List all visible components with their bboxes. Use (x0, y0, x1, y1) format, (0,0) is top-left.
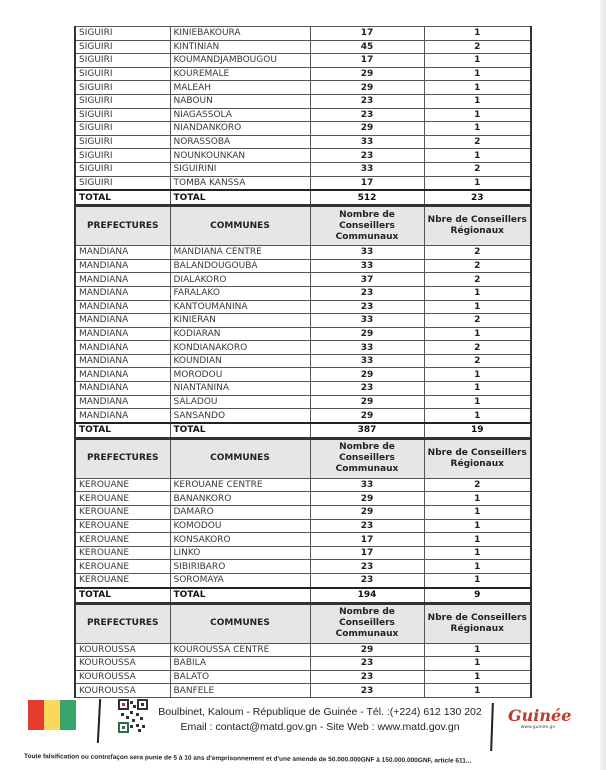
total-conseillers-communaux: 194 (310, 588, 424, 604)
cell-conseillers-regionaux: 2 (424, 354, 531, 368)
cell-conseillers-communaux: 29 (310, 506, 424, 520)
cell-conseillers-communaux: 29 (310, 409, 424, 423)
table-row (75, 533, 531, 547)
cell-conseillers-regionaux: 1 (424, 108, 531, 122)
cell-conseillers-communaux: 29 (310, 395, 424, 409)
cell-commune: SIGUIRINI (170, 162, 310, 176)
header-prefectures: PREFECTURES (75, 603, 170, 643)
cell-prefecture: KEROUANE (75, 492, 170, 506)
cell-prefecture: MANDIANA (75, 341, 170, 355)
guinee-logo (508, 706, 572, 730)
cell-conseillers-regionaux: 2 (424, 162, 531, 176)
cell-conseillers-regionaux: 1 (424, 395, 531, 409)
table-row (75, 108, 531, 122)
table-row (75, 54, 531, 68)
cell-commune: KOUNDIAN (170, 354, 310, 368)
cell-conseillers-regionaux: 1 (424, 574, 531, 588)
cell-conseillers-communaux: 23 (310, 300, 424, 314)
cell-prefecture: SIGUIRI (75, 162, 170, 176)
flag-stripe-yellow (44, 700, 60, 730)
cell-prefecture: SIGUIRI (75, 81, 170, 95)
cell-commune: NIAGASSOLA (170, 108, 310, 122)
cell-commune: SANSANDO (170, 409, 310, 423)
table-row (75, 341, 531, 355)
cell-conseillers-communaux: 33 (310, 259, 424, 273)
table-row (75, 300, 531, 314)
table-row (75, 395, 531, 409)
cell-commune: MORODOU (170, 368, 310, 382)
councillors-table-container (74, 26, 530, 698)
cell-conseillers-regionaux: 1 (424, 286, 531, 300)
table-row (75, 546, 531, 560)
address-line: Boulbinet, Kaloum - République de Guinée - Tél. :(+224) 612 130 202 (158, 706, 482, 718)
cell-commune: FARALAKO (170, 286, 310, 300)
cell-commune: KOMODOU (170, 519, 310, 533)
footer-divider (490, 703, 494, 751)
cell-prefecture: MANDIANA (75, 382, 170, 396)
cell-conseillers-communaux: 29 (310, 81, 424, 95)
cell-conseillers-regionaux: 1 (424, 382, 531, 396)
cell-conseillers-communaux: 23 (310, 149, 424, 163)
cell-prefecture: MANDIANA (75, 246, 170, 260)
table-row (75, 176, 531, 190)
cell-conseillers-communaux: 33 (310, 314, 424, 328)
table-row (75, 492, 531, 506)
contact-line: Email : contact@matd.gov.gn - Site Web : www.matd.gov.gn (180, 721, 460, 733)
cell-conseillers-regionaux: 1 (424, 519, 531, 533)
table-row (75, 643, 531, 657)
cell-conseillers-communaux: 17 (310, 27, 424, 41)
header-conseillers-communaux: Nombre de Conseillers Communaux (310, 438, 424, 478)
cell-conseillers-regionaux: 1 (424, 81, 531, 95)
cell-commune: KONDIANAKORO (170, 341, 310, 355)
cell-prefecture: KEROUANE (75, 560, 170, 574)
cell-conseillers-regionaux: 1 (424, 409, 531, 423)
total-label: TOTAL (170, 190, 310, 206)
cell-prefecture: KOUROUSSA (75, 684, 170, 698)
cell-conseillers-regionaux: 1 (424, 300, 531, 314)
cell-conseillers-communaux: 23 (310, 108, 424, 122)
total-label: TOTAL (75, 423, 170, 439)
cell-conseillers-communaux: 29 (310, 643, 424, 657)
cell-prefecture: KOUROUSSA (75, 643, 170, 657)
cell-commune: BANANKORO (170, 492, 310, 506)
total-conseillers-regionaux: 19 (424, 423, 531, 439)
cell-commune: KODIARAN (170, 327, 310, 341)
header-prefectures: PREFECTURES (75, 206, 170, 246)
cell-conseillers-communaux: 23 (310, 519, 424, 533)
cell-conseillers-communaux: 33 (310, 341, 424, 355)
cell-prefecture: KEROUANE (75, 519, 170, 533)
total-conseillers-communaux: 512 (310, 190, 424, 206)
cell-conseillers-communaux: 23 (310, 382, 424, 396)
cell-prefecture: SIGUIRI (75, 108, 170, 122)
cell-commune: SALADOU (170, 395, 310, 409)
cell-prefecture: MANDIANA (75, 300, 170, 314)
table-row (75, 149, 531, 163)
logo-url: www.guinee.gn (520, 725, 556, 730)
cell-conseillers-regionaux: 1 (424, 27, 531, 41)
cell-conseillers-regionaux: 1 (424, 657, 531, 671)
cell-commune: BABILA (170, 657, 310, 671)
total-label: TOTAL (170, 588, 310, 604)
cell-commune: KONSAKORO (170, 533, 310, 547)
cell-conseillers-regionaux: 1 (424, 546, 531, 560)
cell-commune: BALATO (170, 670, 310, 684)
cell-commune: KINIEBAKOURA (170, 27, 310, 41)
total-conseillers-communaux: 387 (310, 423, 424, 439)
cell-commune: NORASSOBA (170, 135, 310, 149)
cell-prefecture: SIGUIRI (75, 54, 170, 68)
cell-commune: NIANTANINA (170, 382, 310, 396)
cell-prefecture: KEROUANE (75, 533, 170, 547)
cell-commune: NABOUN (170, 94, 310, 108)
table-row (75, 259, 531, 273)
cell-conseillers-regionaux: 2 (424, 314, 531, 328)
cell-commune: DIALAKORO (170, 273, 310, 287)
table-row (75, 67, 531, 81)
cell-commune: BALANDOUGOUBA (170, 259, 310, 273)
cell-conseillers-regionaux: 1 (424, 492, 531, 506)
total-row (75, 423, 531, 439)
logo-text: Guinée (508, 706, 572, 725)
table-row (75, 314, 531, 328)
cell-prefecture: SIGUIRI (75, 27, 170, 41)
table-header-row (75, 206, 531, 246)
cell-conseillers-regionaux: 1 (424, 327, 531, 341)
table-row (75, 670, 531, 684)
table-row (75, 135, 531, 149)
cell-commune: KANTOUMANINA (170, 300, 310, 314)
cell-conseillers-communaux: 29 (310, 67, 424, 81)
footer-address (150, 705, 490, 735)
table-row (75, 574, 531, 588)
cell-prefecture: SIGUIRI (75, 67, 170, 81)
cell-conseillers-communaux: 23 (310, 560, 424, 574)
page-edge (600, 0, 606, 770)
cell-conseillers-communaux: 33 (310, 354, 424, 368)
cell-prefecture: SIGUIRI (75, 122, 170, 136)
qr-code-icon (118, 699, 148, 733)
cell-conseillers-regionaux: 2 (424, 135, 531, 149)
header-prefectures: PREFECTURES (75, 438, 170, 478)
cell-conseillers-communaux: 29 (310, 492, 424, 506)
cell-prefecture: MANDIANA (75, 409, 170, 423)
table-row (75, 40, 531, 54)
header-conseillers-communaux: Nombre de Conseillers Communaux (310, 603, 424, 643)
total-row (75, 588, 531, 604)
table-row (75, 286, 531, 300)
cell-conseillers-communaux: 29 (310, 122, 424, 136)
total-label: TOTAL (75, 190, 170, 206)
cell-commune: BANFELE (170, 684, 310, 698)
cell-commune: LINKO (170, 546, 310, 560)
cell-prefecture: MANDIANA (75, 395, 170, 409)
cell-conseillers-regionaux: 1 (424, 176, 531, 190)
header-conseillers-communaux: Nombre de Conseillers Communaux (310, 206, 424, 246)
cell-commune: NOUNKOUNKAN (170, 149, 310, 163)
cell-prefecture: MANDIANA (75, 314, 170, 328)
cell-prefecture: KEROUANE (75, 574, 170, 588)
cell-conseillers-communaux: 23 (310, 94, 424, 108)
cell-prefecture: SIGUIRI (75, 176, 170, 190)
cell-conseillers-communaux: 33 (310, 246, 424, 260)
cell-commune: DAMARO (170, 506, 310, 520)
cell-conseillers-communaux: 23 (310, 286, 424, 300)
cell-conseillers-regionaux: 2 (424, 259, 531, 273)
cell-conseillers-communaux: 17 (310, 54, 424, 68)
page-footer (0, 695, 606, 770)
cell-prefecture: KEROUANE (75, 478, 170, 492)
cell-conseillers-regionaux: 1 (424, 67, 531, 81)
total-conseillers-regionaux: 23 (424, 190, 531, 206)
cell-conseillers-regionaux: 1 (424, 368, 531, 382)
cell-conseillers-communaux: 33 (310, 162, 424, 176)
cell-conseillers-regionaux: 2 (424, 40, 531, 54)
cell-commune: TOMBA KANSSA (170, 176, 310, 190)
flag-stripe-green (60, 700, 76, 730)
header-communes: COMMUNES (170, 603, 310, 643)
total-conseillers-regionaux: 9 (424, 588, 531, 604)
cell-prefecture: SIGUIRI (75, 94, 170, 108)
table-row (75, 246, 531, 260)
cell-conseillers-regionaux: 1 (424, 533, 531, 547)
cell-conseillers-regionaux: 1 (424, 670, 531, 684)
cell-commune: KOUROUSSA CENTRE (170, 643, 310, 657)
header-conseillers-regionaux: Nbre de Conseillers Régionaux (424, 438, 531, 478)
cell-conseillers-regionaux: 1 (424, 506, 531, 520)
table-row (75, 122, 531, 136)
cell-prefecture: KOUROUSSA (75, 670, 170, 684)
cell-commune: KEROUANE CENTRE (170, 478, 310, 492)
cell-conseillers-communaux: 33 (310, 135, 424, 149)
cell-prefecture: KEROUANE (75, 546, 170, 560)
cell-conseillers-regionaux: 1 (424, 149, 531, 163)
table-row (75, 162, 531, 176)
cell-prefecture: MANDIANA (75, 286, 170, 300)
cell-conseillers-communaux: 23 (310, 657, 424, 671)
table-header-row (75, 603, 531, 643)
cell-prefecture: MANDIANA (75, 368, 170, 382)
cell-conseillers-communaux: 45 (310, 40, 424, 54)
cell-conseillers-communaux: 29 (310, 327, 424, 341)
cell-prefecture: KEROUANE (75, 506, 170, 520)
cell-prefecture: SIGUIRI (75, 135, 170, 149)
cell-prefecture: MANDIANA (75, 273, 170, 287)
cell-conseillers-communaux: 17 (310, 546, 424, 560)
table-row (75, 560, 531, 574)
table-row (75, 409, 531, 423)
table-row (75, 368, 531, 382)
cell-conseillers-regionaux: 2 (424, 246, 531, 260)
footer-divider (97, 699, 101, 743)
header-conseillers-regionaux: Nbre de Conseillers Régionaux (424, 206, 531, 246)
table-row (75, 478, 531, 492)
cell-conseillers-communaux: 23 (310, 670, 424, 684)
cell-conseillers-regionaux: 1 (424, 94, 531, 108)
cell-commune: KOUREMALE (170, 67, 310, 81)
table-row (75, 506, 531, 520)
cell-commune: KINIERAN (170, 314, 310, 328)
cell-conseillers-regionaux: 1 (424, 643, 531, 657)
cell-conseillers-regionaux: 2 (424, 341, 531, 355)
cell-commune: SOROMAYA (170, 574, 310, 588)
table-row (75, 273, 531, 287)
cell-prefecture: KOUROUSSA (75, 657, 170, 671)
header-conseillers-regionaux: Nbre de Conseillers Régionaux (424, 603, 531, 643)
table-row (75, 27, 531, 41)
cell-commune: MANDIANA CENTRE (170, 246, 310, 260)
cell-conseillers-communaux: 23 (310, 574, 424, 588)
cell-conseillers-communaux: 17 (310, 533, 424, 547)
cell-conseillers-regionaux: 2 (424, 273, 531, 287)
cell-conseillers-communaux: 23 (310, 684, 424, 698)
cell-commune: MALEAH (170, 81, 310, 95)
cell-conseillers-regionaux: 1 (424, 560, 531, 574)
guinea-flag-icon (28, 700, 76, 730)
cell-prefecture: SIGUIRI (75, 149, 170, 163)
table-row (75, 354, 531, 368)
cell-commune: SIBIRIBARO (170, 560, 310, 574)
table-header-row (75, 438, 531, 478)
table-row (75, 81, 531, 95)
flag-stripe-red (28, 700, 44, 730)
cell-prefecture: MANDIANA (75, 327, 170, 341)
header-communes: COMMUNES (170, 206, 310, 246)
cell-prefecture: MANDIANA (75, 354, 170, 368)
table-row (75, 94, 531, 108)
table-row (75, 657, 531, 671)
cell-prefecture: SIGUIRI (75, 40, 170, 54)
total-label: TOTAL (75, 588, 170, 604)
cell-conseillers-regionaux: 1 (424, 684, 531, 698)
legal-disclaimer: Toute falsification ou contrefaçon sera punie de 5 à 10 ans d'emprisonnement et d'une amende de 50.000.000GNF à 150.000.000GNF, article 611... (23, 753, 472, 765)
cell-conseillers-communaux: 29 (310, 368, 424, 382)
table-row (75, 519, 531, 533)
cell-conseillers-regionaux: 1 (424, 54, 531, 68)
councillors-table (74, 26, 532, 698)
total-label: TOTAL (170, 423, 310, 439)
cell-prefecture: MANDIANA (75, 259, 170, 273)
cell-conseillers-regionaux: 1 (424, 122, 531, 136)
cell-conseillers-communaux: 33 (310, 478, 424, 492)
cell-commune: KOUMANDJAMBOUGOU (170, 54, 310, 68)
cell-commune: NIANDANKORO (170, 122, 310, 136)
cell-commune: KINTINIAN (170, 40, 310, 54)
cell-conseillers-communaux: 37 (310, 273, 424, 287)
header-communes: COMMUNES (170, 438, 310, 478)
total-row (75, 190, 531, 206)
cell-conseillers-communaux: 17 (310, 176, 424, 190)
cell-conseillers-regionaux: 2 (424, 478, 531, 492)
table-row (75, 327, 531, 341)
table-row (75, 382, 531, 396)
